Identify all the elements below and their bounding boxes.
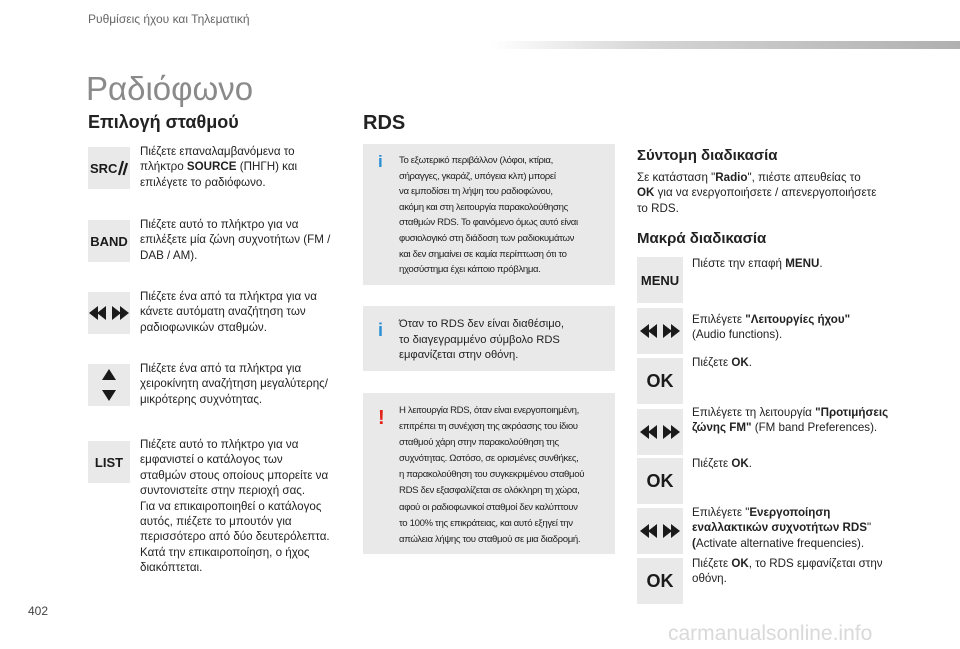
list-instruction: Πιέζετε αυτό το πλήκτρο για να εμφανιστεί ο κατάλογος των σταθμών στους οποίους μπορείτε να συντονιστείτε στην περιοχή σας. Για να επικαιροποιηθεί ο κατάλογος αυτός, πιέζετε το μπουτόν για περισσότερο από δύο δευτερόλεπτα. Κατά την επικαιροποίηση, ο ήχος διακόπτεται. [140, 438, 330, 575]
step-alt-frequencies-text: Επιλέγετε "Ενεργοποίηση εναλλακτικών συχνοτήτων RDS" (Activate alternative frequencies). [692, 506, 872, 550]
info-box-rds-unavailable-text: Όταν το RDS δεν είναι διαθέσιμο, το διαγεγραμμένο σύμβολο RDS εμφανίζεται στην οθόνη. [399, 318, 565, 362]
step-ok-text: Πιέζετε OK. [692, 457, 752, 470]
src-instruction: Πιέζετε επαναλαμβανόμενα το πλήκτρο SOURCE (ΠΗΓΗ) και επιλέγετε το ραδιόφωνο. [140, 145, 298, 189]
station-selection-heading: Επιλογή σταθμού [88, 112, 239, 132]
ok-key-icon: OK [646, 470, 674, 491]
band-instruction: Πιέζετε αυτό το πλήκτρο για να επιλέξετε μία ζώνη συχνοτήτων (FM / DAB / AM). [140, 218, 331, 262]
long-procedure-heading: Μακρά διαδικασία [637, 230, 767, 247]
src-key-label: SRC [90, 161, 118, 176]
seek-left-right-icon [640, 425, 680, 439]
warning-icon: ! [378, 407, 385, 429]
seek-left-right-icon [89, 306, 129, 320]
header-section: Ρυθμίσεις ήχου και Τηλεματική [88, 12, 250, 26]
warning-box-rds-function-text: Η λειτουργία RDS, όταν είναι ενεργοποιημένη, επιτρέπει τη συνέχιση της ακρόασης του ίδιου σταθμού χάρη στην παρακολούθηση της συχνότητας. Ωστόσο, σε ορισμένες συνθήκες, η παρακολούθηση του συγκεκριμένου σταθμού RDS δεν εξασφαλίζεται σε ολόκληρη τη χώρα, αφού οι ραδιοφωνικοί σταθμοί δεν καλύπτουν το 100% της επικράτειας, και αυτό εξηγεί την απώλεια λήψης του σταθμού σε μια διαδρομή. [399, 405, 585, 545]
warning-box-rds-function [363, 393, 615, 554]
short-procedure-heading: Σύντομη διαδικασία [637, 147, 778, 164]
list-key [88, 441, 130, 483]
seek-key [637, 508, 683, 554]
step-ok-rds-display-text: Πιέζετε OK, το RDS εμφανίζεται στην οθόνη. [692, 557, 883, 586]
info-icon: i [378, 320, 384, 340]
ok-key-icon: OK [646, 570, 674, 591]
seek-instruction: Πιέζετε ένα από τα πλήκτρα για να κάνετε αυτόματη αναζήτηση των ραδιοφωνικών σταθμών. [140, 290, 317, 334]
up-down-arrows-icon [102, 367, 116, 403]
page-number: 402 [28, 604, 49, 618]
info-box-rds-unavailable [363, 306, 615, 371]
seek-left-right-icon [640, 324, 680, 338]
ok-key-icon: OK [646, 370, 674, 391]
rds-heading: RDS [363, 112, 406, 134]
seek-key [637, 409, 683, 455]
src-key [88, 147, 130, 189]
short-procedure-text: Σε κατάσταση "Radio", πιέστε απευθείας το OK για να ενεργοποιήσετε / απενεργοποιήσετε το RDS. [637, 171, 877, 215]
ok-key [637, 458, 683, 504]
page-title: Ραδιόφωνο [86, 70, 254, 107]
src-key-icon [90, 158, 128, 178]
list-key-icon: LIST [94, 454, 124, 470]
band-key-icon: BAND [90, 233, 128, 249]
step-menu-text: Πιέστε την επαφή MENU. [692, 257, 823, 270]
ok-key [637, 358, 683, 404]
menu-key-icon: MENU [640, 272, 680, 288]
step-fm-preferences-text: Επιλέγετε τη λειτουργία "Προτιμήσεις ζώνης FM" (FM band Preferences). [692, 406, 889, 435]
up-down-key [88, 364, 130, 406]
header-bar [490, 41, 960, 49]
menu-key [637, 257, 683, 303]
info-icon: i [378, 152, 383, 171]
seek-key [88, 292, 130, 334]
ok-key [637, 558, 683, 604]
band-key [88, 220, 130, 262]
watermark: carmanualsonline.info [668, 622, 873, 645]
info-box-reception-text: Το εξωτερικό περιβάλλον (λόφοι, κτίρια, σήραγγες, γκαράζ, υπόγεια κλπ) μπορεί να εμποδίσει τη λήψη του ραδιοφώνου, ακόμη και στη λειτουργία παρακολούθησης σταθμών RDS. Το φαινόμενο όμως αυτό είναι φυσιολογικό στη διάδοση των ραδιοκυμάτων και δεν σημαίνει σε καμία περίπτωση ότι το ηχοσύστημα έχει κάποιο πρόβλημα. [399, 155, 578, 276]
step-audio-functions-text: Επιλέγετε "Λειτουργίες ήχου" (Audio functions). [692, 313, 851, 342]
manual-search-instruction: Πιέζετε ένα από τα πλήκτρα για χειροκίνητη αναζήτηση μεγαλύτερης/ μικρότερης συχνότητας. [140, 362, 328, 406]
info-box-reception [363, 144, 615, 285]
seek-key [637, 308, 683, 354]
step-ok-text: Πιέζετε OK. [692, 356, 752, 369]
seek-left-right-icon [640, 524, 680, 538]
